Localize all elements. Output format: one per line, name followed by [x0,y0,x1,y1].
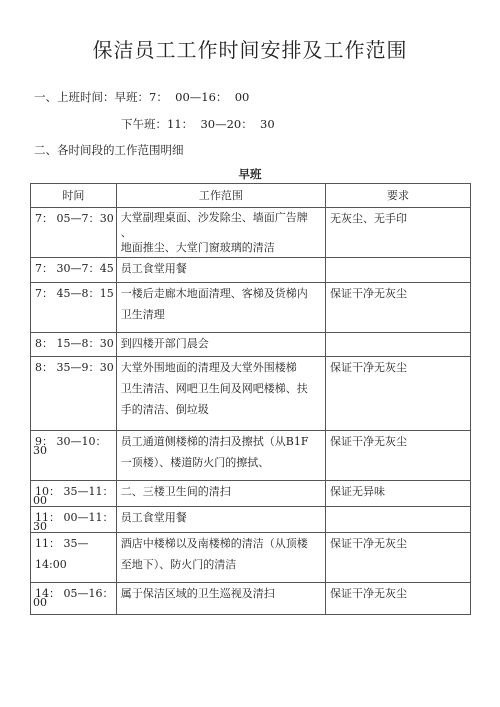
row-time [31,481,117,507]
row-scope [116,583,325,615]
time-range-start: 8： 15—8： [35,337,100,350]
time-range-start: 11： 35—14:00 [35,537,89,571]
row-requirement: 保证无异味 [326,481,471,507]
scope-line: 卫生清洁、网吧卫生间及网吧楼梯、扶 [120,382,308,395]
time-range-end: 30 [99,212,114,225]
row-scope [116,258,325,283]
time-range-start: 7： 45—8： [35,287,100,300]
scope-line: 员工食堂用餐 [120,511,187,524]
time-range-start: 10： 35—11： [35,485,114,498]
time-range-start: 9： 30—10： [35,435,107,448]
time-range-start: 7： 30—7： [35,262,100,275]
row-time [31,208,117,258]
scope-line: 一顶楼）、楼道防火门的擦拭、 [120,456,270,469]
time-range-start: 8： 35—9： [35,361,100,374]
time-range-end: 15 [99,287,114,300]
row-time [31,283,117,333]
time-range-end: 30 [33,444,47,457]
table-row [31,431,471,481]
scope-line: 属于保洁区域的卫生巡视及清扫 [120,587,275,600]
scope-line: 二、三楼卫生间的清扫 [120,485,231,498]
row-time [31,431,117,481]
header-time: 时间 [31,184,117,208]
table-row [31,507,471,533]
table-row [31,583,471,615]
time-range-start: 14： 05—16： [35,587,114,600]
table-header-row [31,184,471,208]
time-range-end: 00 [33,596,47,609]
row-requirement: 保证干净无灰尘 [326,357,471,431]
table-row [31,333,471,357]
row-scope [116,333,325,357]
row-scope [116,431,325,481]
row-time [31,258,117,283]
section-two-heading: 二、各时间段的工作范围明细 [34,143,184,157]
scope-line: 、 [120,226,132,239]
scope-line: 到四楼开部门晨会 [120,337,209,350]
time-range-end: 45 [99,262,114,275]
time-range-end: 00 [33,494,47,507]
time-range-end: 30 [99,337,114,350]
row-requirement [326,258,471,283]
row-time [31,507,117,533]
row-scope [116,208,325,258]
row-scope [116,283,325,333]
time-range-start: 7： 05—7： [35,212,100,225]
table-row [31,283,471,333]
row-time [31,583,117,615]
row-requirement: 保证干净无灰尘 [326,533,471,583]
table-caption: 早班 [238,167,262,181]
scope-line: 一楼后走廊木地面清理、客梯及货梯内 [120,287,308,300]
schedule-table [30,183,471,615]
row-scope [116,357,325,431]
row-requirement [326,507,471,533]
table-row [31,481,471,507]
time-range-end: 30 [33,520,47,533]
table-row [31,357,471,431]
work-hours-line: 一、上班时间：早班：7： 00—16： 00 [34,90,250,104]
row-requirement: 保证干净无灰尘 [326,583,471,615]
row-requirement [326,333,471,357]
row-time [31,533,117,583]
scope-line: 酒店中楼梯以及南楼梯的清洁（从顶楼 [120,537,308,550]
row-scope [116,507,325,533]
header-requirement: 要求 [326,184,471,208]
time-range-start: 11： 00—11： [35,511,114,524]
scope-line: 大堂外围地面的清理及大堂外围楼梯 [120,361,297,374]
row-time [31,357,117,431]
scope-line: 卫生清理 [120,308,165,321]
scope-line: 大堂副理桌面、沙发除尘、墙面广告牌 [120,211,308,224]
scope-line: 员工食堂用餐 [120,262,187,275]
table-row [31,208,471,258]
row-requirement: 保证干净无灰尘 [326,283,471,333]
document-title: 保洁员工工作时间安排及工作范围 [92,38,408,62]
scope-line: 手的清洁、倒垃圾 [120,403,209,416]
table-row [31,533,471,583]
scope-line: 员工通道侧楼梯的清扫及擦拭（从B1F [120,435,309,448]
scope-line: 至地下）、防火门的清洁 [120,558,237,571]
late-shift-line: 下午班：11： 30—20： 30 [121,117,275,131]
header-scope: 工作范围 [116,184,325,208]
row-scope [116,533,325,583]
scope-line: 地面推尘、大堂门窗玻璃的清洁 [120,241,275,254]
row-scope [116,481,325,507]
row-requirement: 保证干净无灰尘 [326,431,471,481]
table-row [31,258,471,283]
row-requirement: 无灰尘、无手印 [326,208,471,258]
time-range-end: 30 [99,361,114,374]
row-time [31,333,117,357]
